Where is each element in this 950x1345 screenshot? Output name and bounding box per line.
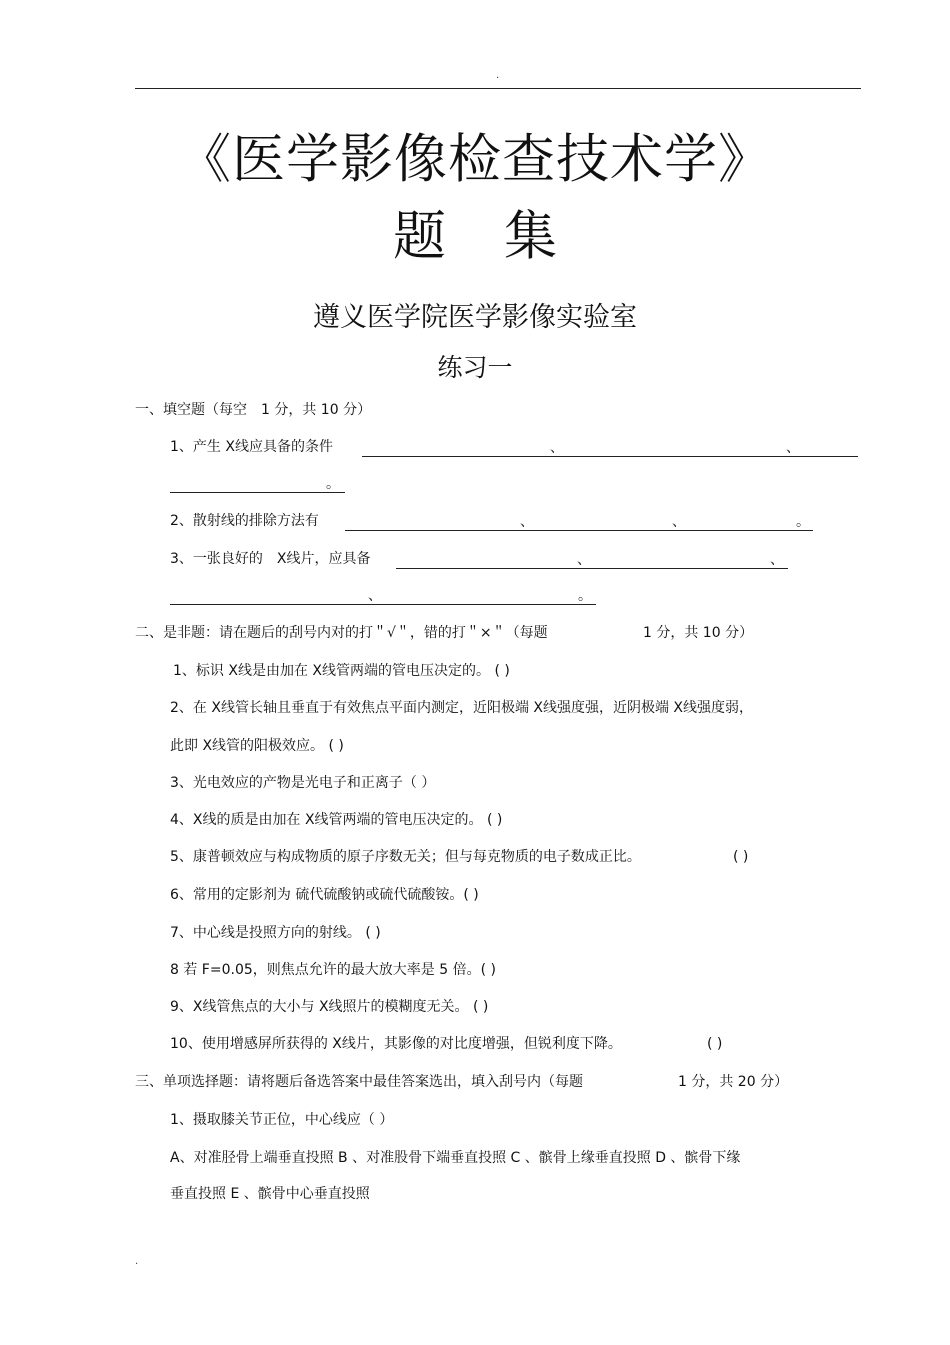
s2-item-5-bracket: ( ) bbox=[733, 849, 749, 865]
s2-item-10-bracket: ( ) bbox=[707, 1036, 723, 1052]
s2-item-9: 9、X线管焦点的大小与 X线照片的模糊度无关。 ( ) bbox=[170, 999, 489, 1015]
s1-q3-sep3: 、 bbox=[368, 588, 382, 604]
section-2-heading: 二、是非题：请在题后的刮号内对的打＂√＂，错的打＂×＂（每题 bbox=[135, 625, 548, 641]
s1-q2-end: 。 bbox=[796, 514, 810, 530]
s1-q1-sep2: 、 bbox=[786, 440, 800, 456]
footer-dot: . bbox=[135, 1256, 139, 1267]
s2-item-2: 2、在 X线管长轴且垂直于有效焦点平面内测定，近阳极端 X线强度强，近阴极端 X线强度弱， bbox=[170, 700, 754, 716]
s1-q1-blank-line bbox=[362, 456, 858, 457]
s2-item-10: 10、使用增感屏所获得的 X线片，其影像的对比度增强，但锐利度下降。 bbox=[170, 1036, 622, 1052]
s1-q3-text: 3、一张良好的 X线片，应具备 bbox=[170, 551, 371, 567]
organization-name: 遵义医学院医学影像实验室 bbox=[313, 302, 637, 333]
header-rule bbox=[135, 88, 861, 89]
subtitle-char-1: 题 bbox=[393, 206, 446, 267]
s1-q1-text: 1、产生 X线应具备的条件 bbox=[170, 439, 333, 455]
section-1-heading: 一、填空题（每空 1 分，共 10 分） bbox=[135, 402, 372, 418]
s3-q1-options-cont: 垂直投照 E 、髌骨中心垂直投照 bbox=[170, 1186, 370, 1202]
s1-q2-text: 2、散射线的排除方法有 bbox=[170, 513, 319, 529]
s1-q2-blank-line bbox=[345, 530, 813, 531]
s2-item-4: 4、X线的质是由加在 X线管两端的管电压决定的。 ( ) bbox=[170, 812, 503, 828]
section-3-heading-score: 1 分，共 20 分） bbox=[678, 1074, 789, 1090]
exercise-title: 练习一 bbox=[437, 353, 513, 382]
s2-item-6: 6、常用的定影剂为 硫代硫酸钠或硫代硫酸铵。( ) bbox=[170, 887, 479, 903]
document-title: 《医学影像检查技术学》 bbox=[178, 129, 772, 190]
s2-item-5: 5、康普顿效应与构成物质的原子序数无关；但与每克物质的电子数成正比。 bbox=[170, 849, 641, 865]
s3-q1-text: 1、摄取膝关节正位，中心线应（ ） bbox=[170, 1112, 394, 1128]
s2-item-3: 3、光电效应的产物是光电子和正离子（ ） bbox=[170, 775, 436, 791]
s2-item-8: 8 若 F=0.05，则焦点允许的最大放大率是 5 倍。( ) bbox=[170, 962, 496, 978]
s3-q1-options: A、对准胫骨上端垂直投照 B 、对准股骨下端垂直投照 C 、髌骨上缘垂直投照 D 、髌骨下缘 bbox=[170, 1150, 741, 1166]
s2-item-2-cont: 此即 X线管的阳极效应。 ( ) bbox=[170, 738, 344, 754]
s2-item-7: 7、中心线是投照方向的射线。 ( ) bbox=[170, 925, 381, 941]
subtitle-char-2: 集 bbox=[504, 206, 557, 267]
header-dot: . bbox=[496, 70, 500, 81]
s1-q2-sep2: 、 bbox=[672, 514, 686, 530]
s1-q3-sep2: 、 bbox=[770, 552, 784, 568]
section-2-heading-score: 1 分，共 10 分） bbox=[643, 625, 754, 641]
s1-q3-blank-line-2 bbox=[170, 604, 596, 605]
s1-q3-blank-line bbox=[396, 568, 788, 569]
s1-q2-sep1: 、 bbox=[520, 514, 534, 530]
s1-q3-end: 。 bbox=[578, 588, 592, 604]
s1-q3-sep1: 、 bbox=[577, 552, 591, 568]
s1-q1-sep1: 、 bbox=[550, 440, 564, 456]
s1-q1-blank-line-2 bbox=[170, 492, 345, 493]
document-subtitle bbox=[0, 203, 950, 271]
section-3-heading: 三、单项选择题：请将题后备选答案中最佳答案选出，填入刮号内（每题 bbox=[135, 1074, 583, 1090]
s1-q1-end: 。 bbox=[326, 476, 340, 492]
s2-item-1: 1、标识 X线是由加在 X线管两端的管电压决定的。 ( ) bbox=[173, 663, 510, 679]
